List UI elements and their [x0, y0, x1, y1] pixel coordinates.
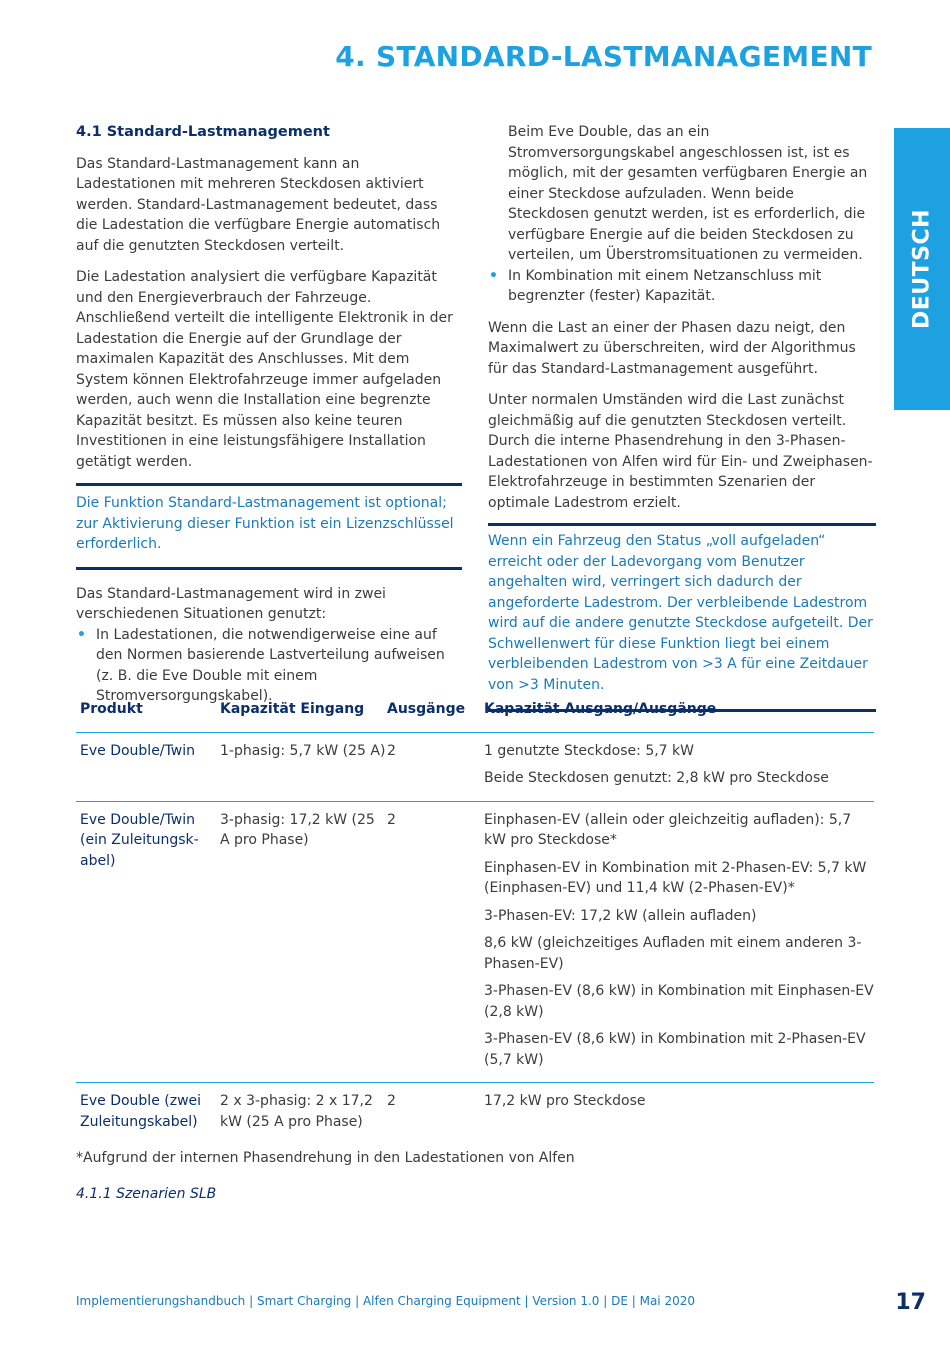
section-heading: 4.1 Standard-Lastmanagement — [76, 124, 330, 140]
input-cell: 2 x 3-phasig: 2 x 17,2 kW (25 A pro Phase) — [220, 1093, 373, 1130]
right-column — [488, 122, 876, 712]
capacity-cell — [484, 810, 874, 1071]
column-header: Kapazität Ausgang/Ausgänge — [484, 701, 717, 717]
list-item-text: In Ladestationen, die notwendigerweise eine auf den Normen basierende Lastverteilung aufweisen (z. B. die Eve Double mit einem Stromversorgungskabel). — [96, 626, 445, 704]
list-item-continuation: Beim Eve Double, das an ein Stromversorgungskabel angeschlossen ist, ist es möglich, mit der gesamten verfügbaren Energie an einer Steckdose aufzuladen. Wenn beide Steckdosen genutzt werden, ist es erforderlich, die verfügbare Energie auf die beiden Steckdosen zu verteilen, um Überstromsituationen zu vermeiden. — [508, 124, 868, 263]
capacity-entry: Einphasen-EV (allein oder gleichzeitig aufladen): 5,7 kW pro Steckdose* — [484, 811, 852, 848]
product-cell: Eve Double/Twin — [80, 742, 195, 759]
capacity-table — [76, 699, 874, 1144]
list-item-text: In Kombination mit einem Netzanschluss mit begrenzter (fester) Kapazität. — [508, 267, 822, 304]
paragraph: Das Standard-Lastmanagement kann an Ladestationen mit mehreren Steckdosen aktiviert werden. Standard-Lastmanagement bedeutet, dass die Ladestation die verfügbare Energie automatisch auf die genutzten Steckdosen verteilt. — [76, 155, 441, 254]
bullet-icon: • — [489, 267, 498, 284]
paragraph: Unter normalen Umständen wird die Last zunächst gleichmäßig auf die genutzten Steckdosen verteilt. Durch die interne Phasendrehung in den 3-Phasen-Ladestationen von Alfen wird für Ein- und Zweiphasen-Elektrofahrzeuge in bestimmten Szenarien der optimale Ladestrom erzielt. — [488, 392, 873, 511]
capacity-entry: Beide Steckdosen genutzt: 2,8 kW pro Steckdose — [484, 770, 829, 786]
subsection-heading: 4.1.1 Szenarien SLB — [76, 1186, 217, 1202]
capacity-cell — [484, 1091, 874, 1132]
product-cell: Eve Double/Twin (ein Zuleitungsk-abel) — [80, 811, 199, 869]
capacity-entry: 17,2 kW pro Steckdose — [484, 1093, 646, 1109]
threshold-note: Wenn ein Fahrzeug den Status „voll aufgeladen“ erreicht oder der Ladevorgang vom Benutzer angehalten wird, verringert sich dadurch der angeforderte Ladestrom. Der verbleibende Ladestrom wird auf die andere genutzte Steckdose aufgeteilt. Der Schwellenwert für diese Funktion liegt bei einem verbleibenden Ladestrom von >3 A für eine Zeitdauer von >3 Minuten. — [488, 523, 876, 712]
product-cell: Eve Double (zwei Zuleitungskabel) — [80, 1093, 202, 1130]
outputs-cell: 2 — [387, 742, 396, 759]
capacity-entry: 3-Phasen-EV (8,6 kW) in Kombination mit Einphasen-EV (2,8 kW) — [484, 983, 874, 1020]
outputs-cell: 2 — [387, 811, 396, 828]
list-item — [488, 266, 876, 307]
table-row — [76, 1083, 874, 1144]
page-title: 4. STANDARD-LASTMANAGEMENT — [335, 40, 872, 73]
capacity-entry: Einphasen-EV in Kombination mit 2-Phasen-EV: 5,7 kW (Einphasen-EV) und 11,4 kW (2-Phasen-EV)* — [484, 859, 867, 896]
page-number: 17 — [895, 1290, 926, 1315]
left-column — [76, 122, 462, 718]
outputs-cell: 2 — [387, 1093, 396, 1109]
page-footer: Implementierungshandbuch | Smart Charging | Alfen Charging Equipment | Version 1.0 | DE | Mai 2020 — [76, 1294, 695, 1308]
paragraph: Die Ladestation analysiert die verfügbare Kapazität und den Energieverbrauch der Fahrzeuge. Anschließend verteilt die intelligente Elektronik in der Ladestation die Energie auf der Grundlage der maximalen Kapazität des Anschlusses. Mit dem System können Elektrofahrzeuge immer aufgeladen werden, auch wenn die Installation eine begrenzte Kapazität besitzt. Es müssen also keine teuren Investitionen in eine leistungsfähigere Installation getätigt werden. — [76, 269, 453, 470]
license-note: Die Funktion Standard-Lastmanagement ist optional; zur Aktivierung dieser Funktion ist ein Lizenzschlüssel erforderlich. — [76, 483, 462, 570]
footnote: *Aufgrund der internen Phasendrehung in den Ladestationen von Alfen — [76, 1150, 575, 1166]
paragraph: Wenn die Last an einer der Phasen dazu neigt, den Maximalwert zu überschreiten, wird der Algorithmus für das Standard-Lastmanagement ausgeführt. — [488, 319, 856, 377]
capacity-entry: 3-Phasen-EV: 17,2 kW (allein aufladen) — [484, 907, 757, 924]
table-row — [76, 733, 874, 802]
table-row — [76, 802, 874, 1084]
paragraph: Das Standard-Lastmanagement wird in zwei verschiedenen Situationen genutzt: — [76, 585, 386, 622]
bullet-icon: • — [77, 626, 86, 643]
list-item — [76, 625, 462, 707]
capacity-entry: 3-Phasen-EV (8,6 kW) in Kombination mit 2-Phasen-EV (5,7 kW) — [484, 1031, 866, 1068]
capacity-entry: 1 genutzte Steckdose: 5,7 kW — [484, 742, 694, 759]
usage-list — [76, 625, 462, 707]
language-tab — [894, 128, 950, 410]
column-header: Ausgänge — [387, 701, 466, 717]
usage-list-continued — [488, 266, 876, 307]
capacity-cell — [484, 741, 874, 789]
column-header: Kapazität Eingang — [220, 701, 365, 717]
input-cell: 3-phasig: 17,2 kW (25 A pro Phase) — [220, 811, 375, 848]
column-header: Produkt — [80, 701, 143, 717]
table-header — [76, 699, 874, 733]
language-tab-label: DEUTSCH — [909, 208, 935, 330]
input-cell: 1-phasig: 5,7 kW (25 A) — [220, 742, 386, 759]
capacity-entry: 8,6 kW (gleichzeitiges Aufladen mit einem anderen 3-Phasen-EV) — [484, 935, 862, 972]
